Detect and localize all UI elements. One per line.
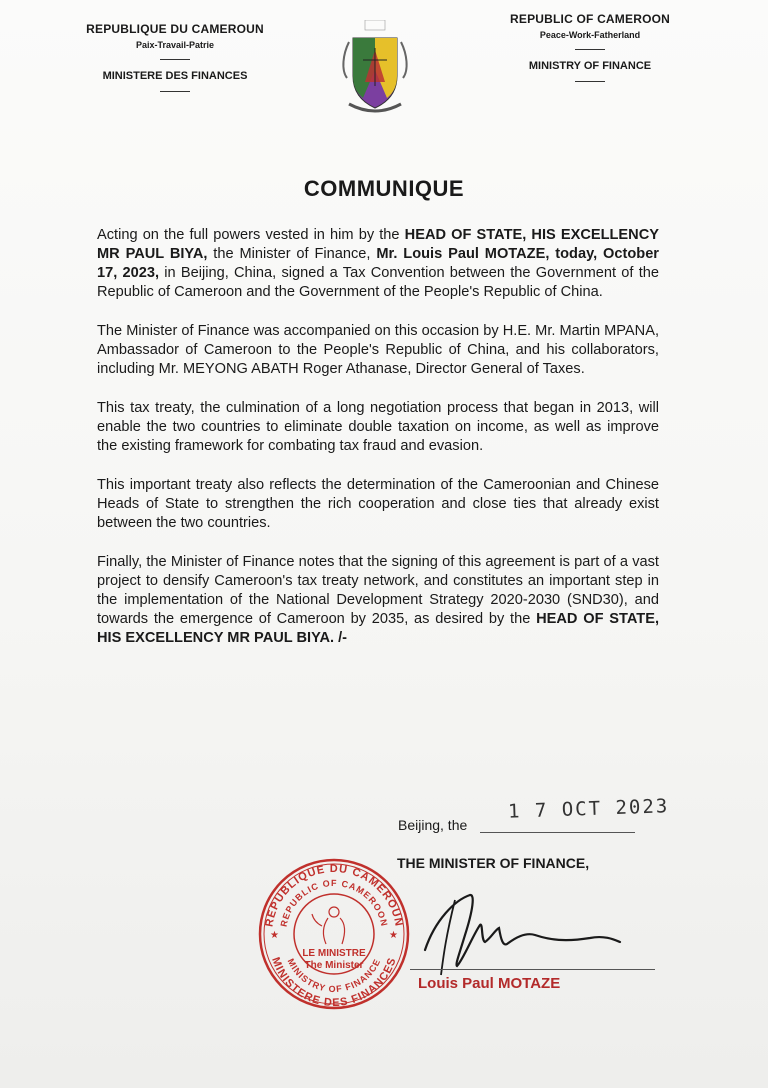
coat-of-arms-icon xyxy=(335,20,415,120)
seal-emblem-icon xyxy=(312,907,345,944)
ministry-name-fr: MINISTERE DES FINANCES xyxy=(102,70,248,82)
date-line xyxy=(480,832,635,833)
svg-text:★: ★ xyxy=(270,930,279,941)
seal-inner-top-text: REPUBLIC OF CAMEROON xyxy=(278,877,390,928)
header-rule xyxy=(575,81,605,82)
paragraph-3: This tax treaty, the culmination of a long negotiation process that began in 2013, will enable the two countries to eliminate double taxation on income, as well as improve the existing framework for combating tax fraud and evasion. xyxy=(97,400,659,454)
paragraph-1 xyxy=(97,226,659,302)
motto-fr: Paix-Travail-Patrie xyxy=(135,40,215,50)
p5-bold-1: HEAD OF STATE, HIS EXCELLENCY MR PAUL BIYA. /- xyxy=(97,611,660,646)
paragraph-5 xyxy=(97,553,659,648)
svg-text:★: ★ xyxy=(389,930,398,941)
signing-place: Beijing, the xyxy=(398,817,468,833)
seal-line-1: LE MINISTRE xyxy=(302,948,366,959)
country-name-en: REPUBLIC OF CAMEROON xyxy=(510,12,670,26)
header-left xyxy=(70,22,280,92)
seal-outer-top-text: REPUBLIQUE DU CAMEROUN xyxy=(263,862,405,928)
paragraph-2: The Minister of Finance was accompanied on this occasion by H.E. Mr. Martin MPANA, Ambassador of Cameroon to the People's Republic of China, and his collaborators, including Mr. MEYONG ABATH Roger Athanase, Director General of Taxes. xyxy=(97,323,659,377)
header-rule xyxy=(160,91,190,92)
p5-text-1: Finally, the Minister of Finance notes that the signing of this agreement is part of a vast project to densify Cameroon's tax treaty network, and constitutes an important step in the implementation of the National Development Strategy 2020-2030 (SND30), and towards the emergence of Cameroon by 2035, as desired by the xyxy=(97,554,659,627)
minister-title: THE MINISTER OF FINANCE, xyxy=(397,855,590,871)
signature-line xyxy=(410,969,655,970)
p1-bold-1: HEAD OF STATE, HIS EXCELLENCY MR PAUL BIYA, xyxy=(97,227,659,262)
date-stamp: 1 7 OCT 2023 xyxy=(507,795,670,823)
ministry-name-en: MINISTRY OF FINANCE xyxy=(528,60,652,72)
country-name-fr: REPUBLIQUE DU CAMEROUN xyxy=(86,22,264,36)
header-rule xyxy=(575,49,605,50)
header-right xyxy=(490,12,690,82)
handwritten-signature-icon xyxy=(415,880,635,990)
official-seal-icon xyxy=(256,856,411,1011)
document-title: COMMUNIQUE xyxy=(303,176,465,201)
paragraph-4: This important treaty also reflects the determination of the Cameroonian and Chinese Heads of State to strengthen the rich cooperation and close ties that already exist between the two countries. xyxy=(97,477,659,531)
seal-inner-bottom-text: MINISTRY OF FINANCE xyxy=(285,956,383,995)
p1-text-3: in Beijing, China, signed a Tax Convention between the Government of the Republic of Cameroon and the Government of the People's Republic of China. xyxy=(97,265,659,300)
seal-line-2: The Minister xyxy=(304,960,364,971)
communique-body xyxy=(97,226,659,668)
header-rule xyxy=(160,59,190,60)
p1-text-2: the Minister of Finance, xyxy=(207,246,377,262)
seal-outer-bottom-text: MINISTERE DES FINANCES xyxy=(269,955,399,1010)
minister-name: Louis Paul MOTAZE xyxy=(418,975,561,992)
p1-text-1: Acting on the full powers vested in him by the xyxy=(97,227,405,243)
p1-bold-2: Mr. Louis Paul MOTAZE, today, October 17, 2023, xyxy=(97,246,659,281)
motto-en: Peace-Work-Fatherland xyxy=(539,30,641,40)
